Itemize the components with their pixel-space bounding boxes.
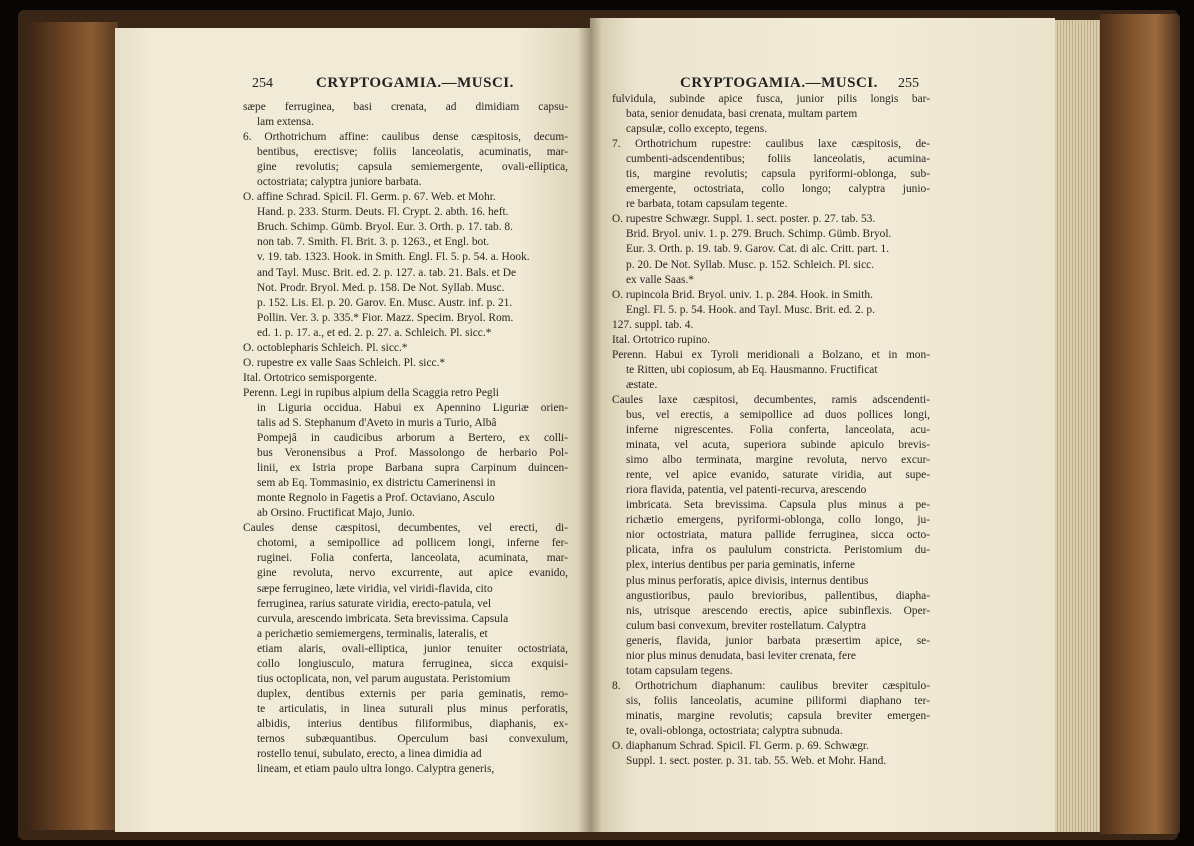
text-line: talis ad S. Stephanum d'Aveto in muris a Turio, Albâ <box>257 416 497 429</box>
text-line: ab Orsino. Fructificat Majo, Junio. <box>257 507 415 520</box>
text-line: inferne nigrescentes. Folia conferta, lanceolata, acu- <box>626 424 930 437</box>
text-line: rente, vel apice evanido, saturate viridia, aut supe- <box>626 469 930 482</box>
text-line: minatis, margine revolutis; capsula breviter emergen- <box>626 709 930 722</box>
left-page-number: 254 <box>252 76 273 91</box>
text-line: Engl. Fl. 5. p. 54. Hook. and Tayl. Musc. Brit. ed. 2. p. <box>626 303 875 316</box>
text-line: Ital. Ortotrico semisporgente. <box>243 371 377 384</box>
text-line: 8. Orthotrichum diaphanum: caulibus breviter cæspitulo- <box>612 679 930 692</box>
text-line: gine revolutis; capsula semiemergente, ovali-elliptica, <box>257 161 568 174</box>
book-cover-right <box>1100 14 1180 834</box>
text-line: riora flavida, patentia, vel patenti-recurva, arescendo <box>626 484 867 497</box>
text-line: bus, vel erectis, a semipollice ad duos pollices longi, <box>626 408 930 421</box>
text-line: minata, vel acuta, superiora subinde apiculo brevis- <box>626 439 930 452</box>
text-line: chotomi, a semipollice ad pollicem longi, inferne fer- <box>257 537 568 550</box>
text-line: Not. Prodr. Bryol. Med. p. 158. De Not. Syllab. Musc. <box>257 281 505 294</box>
book-cover-left <box>28 22 118 830</box>
text-line: duplex, dentibus externis per paria geminatis, remo- <box>257 687 568 700</box>
text-line: etiam alaris, ovali-elliptica, junior tenuiter octostriata, <box>257 642 568 655</box>
text-line: curvula, arescendo imbricata. Seta brevissima. Capsula <box>257 612 509 625</box>
text-line: bata, senior denudata, basi crenata, multam partem <box>626 108 858 121</box>
text-line: totam capsulam tegens. <box>626 664 733 677</box>
text-line: O. rupestre Schwægr. Suppl. 1. sect. poster. p. 27. tab. 53. <box>612 213 876 226</box>
text-line: Brid. Bryol. univ. 1. p. 279. Bruch. Schimp. Gümb. Bryol. <box>626 228 892 241</box>
text-line: Ital. Ortotrico rupino. <box>612 333 711 346</box>
text-line: ruginei. Folia conferta, lanceolata, acuminata, mar- <box>257 552 568 565</box>
text-line: generis, flavida, junior barbata præsertim apice, se- <box>626 634 930 647</box>
text-line: 127. suppl. tab. 4. <box>612 318 694 331</box>
text-line: O. affine Schrad. Spicil. Fl. Germ. p. 67. Web. et Mohr. <box>243 191 496 204</box>
text-line: Perenn. Habui ex Tyroli meridionali a Bolzano, et in mon- <box>612 348 930 361</box>
text-line: Pollin. Ver. 3. p. 335.* Fior. Mazz. Specim. Bryol. Rom. <box>257 311 514 324</box>
text-line: non tab. 7. Smith. Fl. Brit. 3. p. 1263., et Engl. bot. <box>257 236 490 249</box>
text-line: tis, margine revolutis; capsula pyriformi-oblonga, sub- <box>626 168 930 181</box>
text-line: Pompejâ in caudicibus arborum a Bertero, ex colli- <box>257 432 568 445</box>
text-line: lam extensa. <box>257 116 314 129</box>
text-line: v. 19. tab. 1323. Hook. in Smith. Engl. Fl. 5. p. 54. a. Hook. <box>257 251 530 264</box>
text-line: te articulatis, in linea suturali plus minus perforatis, <box>257 702 568 715</box>
right-text-column <box>612 92 930 769</box>
text-line: O. octoblepharis Schleich. Pl. sicc.* <box>243 341 408 354</box>
text-line: plex, interius dentibus per paria geminatis, inferne <box>626 559 856 572</box>
book-gutter <box>578 18 602 832</box>
text-line: Hand. p. 233. Sturm. Deuts. Fl. Crypt. 2. abth. 16. heft. <box>257 206 509 219</box>
text-line: O. rupestre ex valle Saas Schleich. Pl. sicc.* <box>243 356 446 369</box>
text-line: cumbenti-adscendentibus; foliis lanceolatis, acumina- <box>626 153 930 166</box>
text-line: nis, utrisque arescendo erectis, apice subinflexis. Oper- <box>626 604 930 617</box>
right-running-title: CRYPTOGAMIA.—MUSCI. <box>680 75 878 91</box>
text-line: nior plus minus denudata, basi leviter crenata, fere <box>626 649 856 662</box>
text-line: sæpe ferrugineo, læte viridia, vel viridi-flavida, cito <box>257 582 493 595</box>
text-line: albidis, interius dentibus filiformibus, diaphanis, ex- <box>257 717 568 730</box>
text-line: and Tayl. Musc. Brit. ed. 2. p. 127. a. tab. 21. Bals. et De <box>257 266 517 279</box>
text-line: ternos subæquantibus. Operculum basi convexulum, <box>257 732 568 745</box>
text-line: lineam, et etiam paulo ultra longo. Calyptra generis, <box>257 763 495 776</box>
text-line: æstate. <box>626 378 658 391</box>
text-line: plicata, infra os paululum constricta. Peristomium du- <box>626 544 930 557</box>
text-line: imbricata. Seta brevissima. Capsula plus minus a pe- <box>626 499 930 512</box>
text-line: in Liguria occidua. Habui ex Apennino Liguriæ orien- <box>257 401 568 414</box>
text-line: O. diaphanum Schrad. Spicil. Fl. Germ. p. 69. Schwægr. <box>612 740 869 753</box>
text-line: re barbata, totam capsulam tegente. <box>626 198 788 211</box>
text-line: p. 20. De Not. Syllab. Musc. p. 152. Schleich. Pl. sicc. <box>626 258 875 271</box>
text-line: ed. 1. p. 17. a., et ed. 2. p. 27. a. Schleich. Pl. sicc.* <box>257 326 492 339</box>
text-line: plus minus perforatis, apice divisis, internus dentibus <box>626 574 869 587</box>
text-line: monte Regnolo in Fagetis a Prof. Octaviano, Asculo <box>257 492 495 505</box>
text-line: a perichætio semiemergens, terminalis, lateralis, et <box>257 627 488 640</box>
text-line: bus Veronensibus a Prof. Massolongo de herbario Pol- <box>257 447 568 460</box>
text-line: bentibus, erectisve; foliis lanceolatis, acuminatis, mar- <box>257 146 568 159</box>
text-line: tius octoplicata, non, vel parum augustata. Peristomium <box>257 672 511 685</box>
text-line: Caules laxe cæspitosi, decumbentes, ramis adscendenti- <box>612 393 930 406</box>
right-page-number: 255 <box>898 76 919 91</box>
text-line: Bruch. Schimp. Gümb. Bryol. Eur. 3. Orth. p. 17. tab. 8. <box>257 221 513 234</box>
text-line: te, ovali-oblonga, octostriata; calyptra subnuda. <box>626 724 843 737</box>
text-line: culum basi convexum, breviter rostellatum. Calyptra <box>626 619 867 632</box>
text-line: 6. Orthotrichum affine: caulibus dense cæspitosis, decum- <box>243 131 568 144</box>
text-line: Eur. 3. Orth. p. 19. tab. 9. Garov. Cat. di alc. Critt. part. 1. <box>626 243 890 256</box>
text-line: octostriata; calyptra juniore barbata. <box>257 176 422 189</box>
page-edges <box>1055 20 1100 832</box>
text-line: capsulæ, collo excepto, tegens. <box>626 123 768 136</box>
text-line: richætio emergens, pyriformi-oblonga, collo longo, ju- <box>626 514 930 527</box>
text-line: ex valle Saas.* <box>626 273 695 286</box>
text-line: O. rupincola Brid. Bryol. univ. 1. p. 284. Hook. in Smith. <box>612 288 873 301</box>
left-running-title: CRYPTOGAMIA.—MUSCI. <box>316 75 514 91</box>
text-line: gine revoluta, nervo excurrente, aut apice evanido, <box>257 567 568 580</box>
text-line: sis, foliis lanceolatis, acumine piliformi diaphano ter- <box>626 694 930 707</box>
text-line: 7. Orthotrichum rupestre: caulibus laxe cæspitosis, de- <box>612 138 930 151</box>
text-line: p. 152. Lis. El. p. 20. Garov. En. Musc. Austr. inf. p. 21. <box>257 296 513 309</box>
text-line: collo longiusculo, matura ferruginea, sicca exquisi- <box>257 657 568 670</box>
text-line: Suppl. 1. sect. poster. p. 31. tab. 55. Web. et Mohr. Hand. <box>626 755 887 768</box>
text-line: sem ab Eq. Tommasinio, ex districtu Camerinensi in <box>257 477 496 490</box>
text-line: simo albo terminata, margine revoluta, nervo excur- <box>626 454 930 467</box>
text-line: te Ritten, ubi copiosum, ab Eq. Hausmanno. Fructificat <box>626 363 878 376</box>
text-line: sæpe ferruginea, basi crenata, ad dimidiam capsu- <box>243 101 568 113</box>
text-line: angustioribus, paulo brevioribus, pallentibus, diapha- <box>626 589 930 602</box>
text-line: Perenn. Legi in rupibus alpium della Scaggia retro Pegli <box>243 386 499 399</box>
text-line: nior octostriata, matura pallide ferruginea, sicca octo- <box>626 529 930 542</box>
left-text-column <box>243 100 568 777</box>
text-line: rostello tenui, subulato, erecto, a linea dimidia ad <box>257 748 482 761</box>
text-line: ferruginea, rarius saturate viridia, erecto-patula, vel <box>257 597 492 610</box>
text-line: emergente, octostriata, collo longo; calyptra junio- <box>626 183 930 196</box>
text-line: Caules dense cæspitosi, decumbentes, vel erecti, di- <box>243 522 568 535</box>
text-line: linii, ex Istria prope Barbana supra Carpinum duincen- <box>257 462 568 475</box>
text-line: fulvidula, subinde apice fusca, junior pilis longis bar- <box>612 93 930 105</box>
